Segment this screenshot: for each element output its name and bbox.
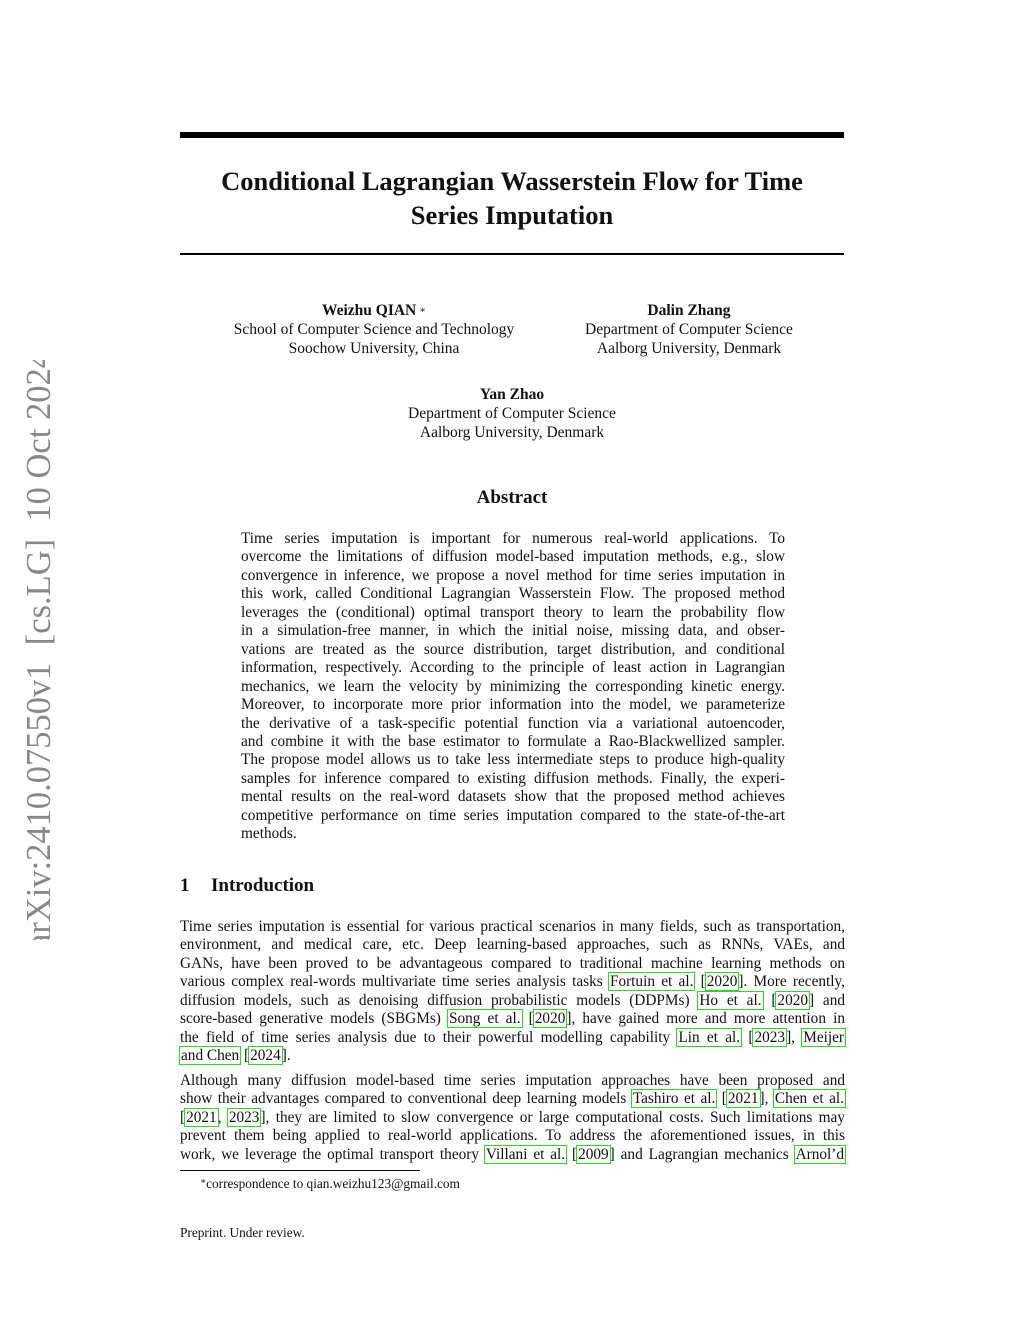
abstract-line: the derivative of a task-specific potential function via a variational autoencoder,	[241, 714, 785, 732]
abstract-line: in a simulation-free manner, in which the initial noise, missing data, and obser-	[241, 622, 785, 640]
citation-year-link[interactable]: 2020	[706, 973, 738, 991]
abstract-line: vations are treated as the source distribution, target distribution, and conditional	[241, 640, 785, 658]
title-line: Conditional Lagrangian Wasserstein Flow for Time	[221, 166, 803, 196]
text-line: show their advantages compared to conventional deep learning models Tashiro et al. [2021], Chen et al.	[180, 1090, 845, 1108]
abstract-line: competitive performance on time series imputation compared to the state-of-the-art	[241, 806, 785, 824]
footnote-mark: ∗	[200, 1176, 207, 1186]
citation-year-link[interactable]: 2020	[777, 991, 809, 1009]
text-line: work, we leverage the optimal transport theory Villani et al. [2009] and Lagrangian mechanics Arnol’d	[180, 1145, 844, 1163]
section-number: 1	[180, 875, 190, 896]
corresponding-author-mark: ∗	[419, 305, 427, 316]
author-name: Weizhu QIAN ∗	[321, 302, 427, 319]
paper-title	[180, 164, 844, 232]
text-line: diffusion models, such as denoising diffusion probabilistic models (DDPMs) Ho et al. [2020] and	[180, 991, 845, 1009]
author-affiliation: Department of Computer Science	[408, 405, 616, 422]
abstract-line: Moreover, to incorporate more prior information into the model, we parameterize	[241, 696, 785, 714]
abstract-line: and combine it with the base estimator to formulate a Rao-Blackwellized sampler.	[241, 732, 785, 750]
author-block	[200, 301, 548, 358]
arxiv-identifier-stamp	[4, 360, 64, 940]
author-affiliation: Soochow University, China	[288, 340, 460, 357]
citation-link[interactable]: Arnol’d	[795, 1145, 844, 1163]
author-affiliation: Department of Computer Science	[585, 321, 793, 338]
citation-year-link[interactable]: 2021	[727, 1090, 759, 1108]
text-line: various complex real-words multivariate time series analysis tasks Fortuin et al. [2020]. More recently,	[180, 973, 846, 991]
author-block	[540, 301, 838, 358]
abstract-line: Time series imputation is important for numerous real-world applications. To	[241, 530, 785, 547]
citation-year-link[interactable]: 2024	[250, 1047, 281, 1065]
title-top-rule	[180, 132, 844, 138]
author-affiliation: Aalborg University, Denmark	[419, 424, 605, 441]
text-line: and Chen [2024].	[181, 1047, 291, 1065]
author-name: Dalin Zhang	[647, 302, 731, 319]
text-line: score-based generative models (SBGMs) Song et al. [2020], have gained more and more attention in	[180, 1010, 845, 1028]
citation-link[interactable]: Ho et al.	[699, 991, 762, 1009]
text-line: the field of time series analysis due to their powerful modelling capability Lin et al. [2023], Meijer	[180, 1028, 845, 1046]
title-line: Series Imputation	[410, 200, 614, 230]
footnote	[200, 1176, 460, 1192]
citation-link[interactable]: Fortuin et al.	[609, 973, 694, 991]
citation-link[interactable]: Song et al.	[448, 1010, 521, 1028]
citation-year-link[interactable]: 2009	[578, 1145, 609, 1163]
abstract-line: overcome the limitations of diffusion model-based imputation methods, e.g., slow	[241, 548, 785, 566]
text-line: prevent them being applied to real-world applications. To address the aforementioned issues, in this	[180, 1127, 845, 1145]
citation-link[interactable]: Tashiro et al.	[632, 1090, 716, 1108]
abstract-line: convergence in inference, we propose a novel method for time series imputation in	[241, 566, 785, 584]
author-name: Yan Zhao	[479, 386, 545, 403]
abstract-heading: Abstract	[476, 487, 548, 508]
body-paragraph	[180, 1072, 845, 1164]
abstract-line: mechanics, we learn the velocity by minimizing the corresponding kinetic energy.	[241, 677, 785, 695]
citation-year-link[interactable]: 2020	[534, 1010, 566, 1028]
abstract-line: information, respectively. According to the principle of least action in Lagrangian	[241, 659, 785, 677]
preprint-note: Preprint. Under review.	[180, 1225, 305, 1240]
text-line: environment, and medical care, etc. Deep learning-based approaches, such as RNNs, VAEs, and	[180, 936, 845, 954]
citation-year-link[interactable]: 2021	[186, 1108, 217, 1126]
section-heading	[180, 875, 314, 897]
abstract-line: methods.	[241, 825, 297, 843]
abstract-line: The propose model allows us to take less intermediate steps to produce high-quality	[241, 751, 785, 769]
citation-link[interactable]: Villani et al.	[485, 1145, 566, 1163]
footnote-rule	[180, 1170, 420, 1171]
text-line: GANs, have been proved to be advantageous compared to traditional machine learning methods on	[180, 954, 845, 972]
citation-year-link[interactable]: 2023	[754, 1028, 786, 1046]
section-title: Introduction	[211, 875, 315, 896]
author-affiliation: School of Computer Science and Technology	[233, 321, 515, 338]
title-bottom-rule	[180, 253, 844, 255]
citation-link[interactable]: Lin et al.	[678, 1028, 741, 1046]
citation-link[interactable]: and Chen	[181, 1047, 240, 1065]
author-affiliation: Aalborg University, Denmark	[596, 340, 782, 357]
footnote-text: correspondence to qian.weizhu123@gmail.com	[206, 1176, 460, 1191]
text-line: Although many diffusion model-based time series imputation approaches have been proposed and	[180, 1072, 845, 1089]
text-line: [2021, 2023], they are limited to slow convergence or large computational costs. Such limitations may	[180, 1108, 845, 1126]
abstract-body	[241, 530, 785, 844]
abstract-line: samples for inference compared to existing diffusion methods. Finally, the experi-	[241, 769, 785, 787]
body-paragraph	[180, 918, 845, 1066]
abstract-line: this work, called Conditional Lagrangian Wasserstein Flow. The proposed method	[241, 585, 785, 603]
abstract-line: leverages the (conditional) optimal transport theory to learn the probability flow	[241, 603, 785, 621]
arxiv-stamp-text: arXiv:2410.07550v1 [cs.LG] 10 Oct 2024	[20, 360, 58, 940]
text-line: Time series imputation is essential for various practical scenarios in many fields, such as transportation,	[180, 918, 845, 935]
citation-link[interactable]: Meijer	[803, 1028, 845, 1046]
author-block	[332, 385, 692, 442]
abstract-line: mental results on the real-word datasets show that the proposed method achieves	[241, 788, 785, 806]
citation-year-link[interactable]: 2023	[228, 1108, 260, 1126]
citation-link[interactable]: Chen et al.	[774, 1090, 845, 1108]
